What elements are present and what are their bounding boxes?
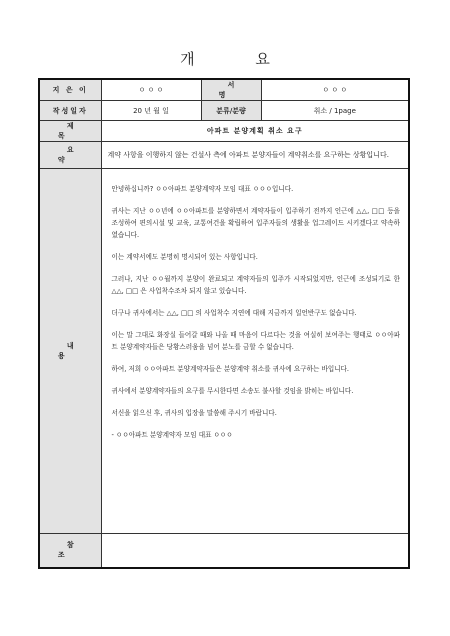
content-paragraph-5: 더구나 귀사에서는 △△, □□ 의 사업착수 지연에 대해 지금까지 일언반구도 없습니다.: [111, 309, 357, 317]
content-paragraph-1: 안녕하십니까? ㅇㅇ아파트 분양계약자 모임 대표 ㅇㅇㅇ입니다.: [111, 185, 294, 193]
content-label: 내 용: [39, 169, 101, 534]
content-paragraph-2: 귀사는 지난 ㅇㅇ년에 ㅇㅇ아파트를 분양하면서 계약자들이 입주하기 전까지 인근에 △△, □□ 등을 조성하여 편의시설 및 교육, 교통여건을 확립하여 입주자들의 생활을 업그레이드 시키겠다고 약속하였습니다.: [111, 207, 400, 239]
content-paragraph-3: 이는 계약서에도 분명히 명시되어 있는 사항입니다.: [111, 253, 258, 261]
reference-value: [101, 534, 409, 568]
author-value: ㅇ ㅇ ㅇ: [101, 79, 201, 101]
page-title: 개 요: [180, 50, 298, 68]
date-value: 20 년 월 일: [101, 101, 201, 121]
author-label: 지 은 이: [39, 79, 101, 101]
subject-label: 제 목: [39, 121, 101, 142]
sign-value: ㅇ ㅇ ㅇ: [261, 79, 409, 101]
content-paragraph-4: 그러나, 지난 ㅇㅇ월까지 분양이 완료되고 계약자들의 입주가 시작되었지만, 인근에 조성되기로 한 △△, □□ 은 사업착수조차 되지 않고 있습니다.: [111, 275, 400, 295]
category-label: 분류/분량: [201, 101, 261, 121]
sign-label: 서 명: [201, 79, 261, 101]
reference-label: 참 조: [39, 534, 101, 568]
document-form: [38, 78, 410, 569]
summary-label: 요 약: [39, 142, 101, 169]
content-signature: - ㅇㅇ아파트 분양계약자 모임 대표 ㅇㅇㅇ: [111, 431, 233, 439]
category-value: 취소 / 1page: [261, 101, 409, 121]
content-paragraph-7: 하여, 저희 ㅇㅇ아파트 분양계약자들은 분양계약 취소를 귀사에 요구하는 바입니다.: [111, 365, 350, 373]
date-label: 작성일자: [39, 101, 101, 121]
content-paragraph-9: 서신을 읽으신 후, 귀사의 입장을 말씀해 주시기 바랍니다.: [111, 409, 277, 417]
content-paragraph-6: 이는 말 그대로 화장실 들어갈 때와 나올 때 마음이 다르다는 것을 여실히 보여주는 행태로 ㅇㅇ아파트 분양계약자들은 당황스러움을 넘어 분노를 금할 수 없습니다.: [111, 331, 400, 351]
content-body: [101, 169, 409, 534]
content-paragraph-8: 귀사에서 분양계약자들의 요구를 무시한다면 소송도 불사할 것임을 밝히는 바입니다.: [111, 387, 354, 395]
subject-value: 아파트 분양계획 취소 요구: [101, 121, 409, 142]
summary-value: 계약 사항을 이행하지 않는 건설사 측에 아파트 분양자들이 계약취소를 요구하는 상황입니다.: [101, 142, 409, 169]
